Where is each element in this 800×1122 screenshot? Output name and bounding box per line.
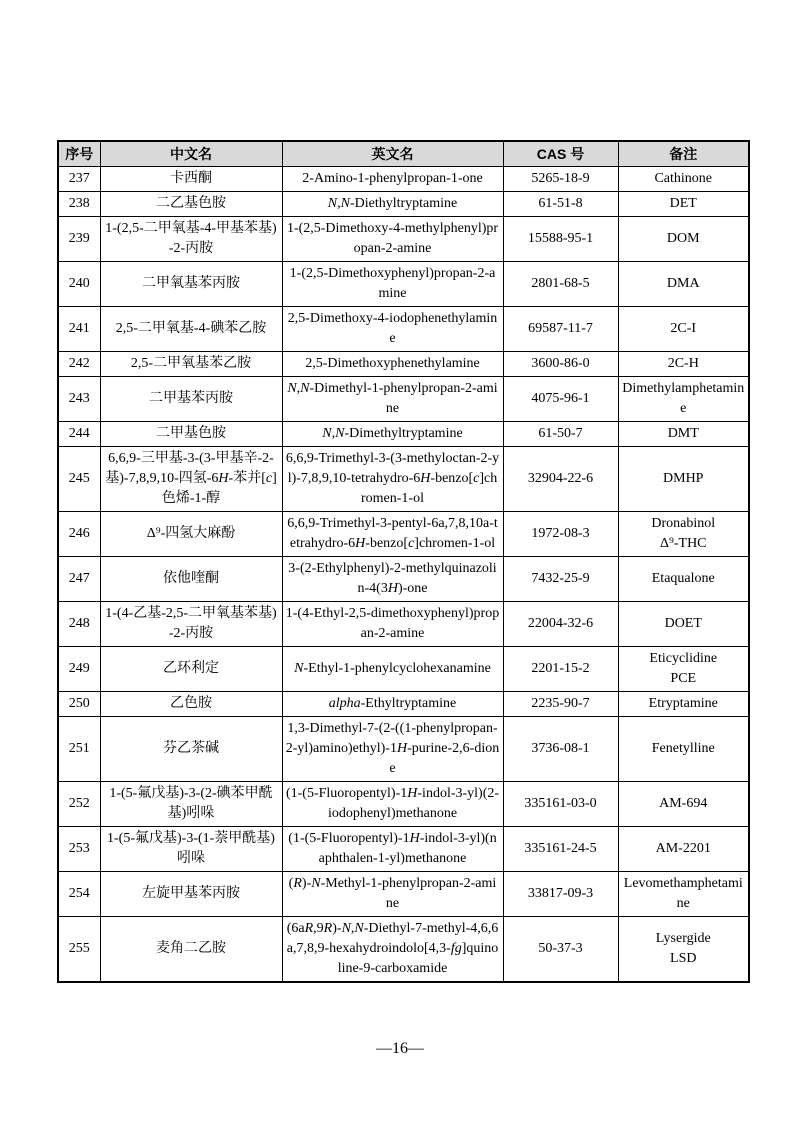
cell-chinese-name: 卡西酮 <box>100 167 282 192</box>
table-row <box>58 262 749 307</box>
cell-cas-number: 2235-90-7 <box>503 692 618 717</box>
cell-chinese-name: 6,6,9-三甲基-3-(3-甲基辛-2-基)-7,8,9,10-四氢-6H-苯并[c]色烯-1-醇 <box>100 447 282 512</box>
cell-cas-number: 3600-86-0 <box>503 352 618 377</box>
cell-english-name: N,N-Dimethyltryptamine <box>282 422 503 447</box>
cell-serial-number: 239 <box>58 217 100 262</box>
cell-serial-number: 252 <box>58 782 100 827</box>
header-cas-number: CAS 号 <box>503 141 618 167</box>
cell-cas-number: 22004-32-6 <box>503 602 618 647</box>
cell-chinese-name: 二甲氧基苯丙胺 <box>100 262 282 307</box>
cell-cas-number: 335161-24-5 <box>503 827 618 872</box>
cell-serial-number: 251 <box>58 717 100 782</box>
cell-english-name: N,N-Diethyltryptamine <box>282 192 503 217</box>
table-row <box>58 167 749 192</box>
cell-chinese-name: 左旋甲基苯丙胺 <box>100 872 282 917</box>
table-row <box>58 917 749 983</box>
cell-english-name: 3-(2-Ethylphenyl)-2-methylquinazolin-4(3H)-one <box>282 557 503 602</box>
cell-remark: DET <box>618 192 749 217</box>
cell-serial-number: 242 <box>58 352 100 377</box>
cell-cas-number: 61-50-7 <box>503 422 618 447</box>
cell-remark: Eticyclidine PCE <box>618 647 749 692</box>
substances-table <box>57 140 750 983</box>
cell-chinese-name: Δ⁹-四氢大麻酚 <box>100 512 282 557</box>
cell-remark: 2C-H <box>618 352 749 377</box>
cell-english-name: (R)-N-Methyl-1-phenylpropan-2-amine <box>282 872 503 917</box>
cell-serial-number: 241 <box>58 307 100 352</box>
cell-cas-number: 69587-11-7 <box>503 307 618 352</box>
header-chinese-name: 中文名 <box>100 141 282 167</box>
cell-serial-number: 237 <box>58 167 100 192</box>
table-row <box>58 307 749 352</box>
cell-cas-number: 2801-68-5 <box>503 262 618 307</box>
cell-remark: AM-2201 <box>618 827 749 872</box>
cell-chinese-name: 二乙基色胺 <box>100 192 282 217</box>
cell-english-name: 1,3-Dimethyl-7-(2-((1-phenylpropan-2-yl)amino)ethyl)-1H-purine-2,6-dione <box>282 717 503 782</box>
cell-english-name: 2,5-Dimethoxy-4-iodophenethylamine <box>282 307 503 352</box>
cell-chinese-name: 二甲基苯丙胺 <box>100 377 282 422</box>
cell-cas-number: 33817-09-3 <box>503 872 618 917</box>
cell-english-name: (6aR,9R)-N,N-Diethyl-7-methyl-4,6,6a,7,8,9-hexahydroindolo[4,3-fg]quinoline-9-carboxamide <box>282 917 503 983</box>
cell-serial-number: 247 <box>58 557 100 602</box>
cell-serial-number: 250 <box>58 692 100 717</box>
header-remark: 备注 <box>618 141 749 167</box>
table-row <box>58 557 749 602</box>
table-row <box>58 422 749 447</box>
cell-cas-number: 50-37-3 <box>503 917 618 983</box>
cell-remark: Fenetylline <box>618 717 749 782</box>
cell-english-name: N,N-Dimethyl-1-phenylpropan-2-amine <box>282 377 503 422</box>
table-row <box>58 717 749 782</box>
cell-remark: Dimethylamphetamine <box>618 377 749 422</box>
cell-serial-number: 248 <box>58 602 100 647</box>
cell-chinese-name: 1-(5-氟戊基)-3-(1-萘甲酰基)吲哚 <box>100 827 282 872</box>
cell-english-name: 6,6,9-Trimethyl-3-pentyl-6a,7,8,10a-tetrahydro-6H-benzo[c]chromen-1-ol <box>282 512 503 557</box>
table-row <box>58 692 749 717</box>
page-footer <box>0 1040 800 1058</box>
cell-remark: DOM <box>618 217 749 262</box>
substances-table-body <box>58 167 749 983</box>
table-header-row <box>58 141 749 167</box>
cell-cas-number: 32904-22-6 <box>503 447 618 512</box>
cell-remark: DMHP <box>618 447 749 512</box>
cell-remark: Etaqualone <box>618 557 749 602</box>
table-row <box>58 352 749 377</box>
table-row <box>58 447 749 512</box>
cell-chinese-name: 麦角二乙胺 <box>100 917 282 983</box>
cell-remark: Levomethamphetamine <box>618 872 749 917</box>
cell-english-name: 2-Amino-1-phenylpropan-1-one <box>282 167 503 192</box>
cell-cas-number: 5265-18-9 <box>503 167 618 192</box>
cell-serial-number: 253 <box>58 827 100 872</box>
cell-english-name: 1-(2,5-Dimethoxy-4-methylphenyl)propan-2-amine <box>282 217 503 262</box>
cell-remark: Dronabinol Δ⁹-THC <box>618 512 749 557</box>
cell-chinese-name: 1-(4-乙基-2,5-二甲氧基苯基)-2-丙胺 <box>100 602 282 647</box>
cell-serial-number: 243 <box>58 377 100 422</box>
cell-remark: DMT <box>618 422 749 447</box>
cell-serial-number: 238 <box>58 192 100 217</box>
cell-cas-number: 1972-08-3 <box>503 512 618 557</box>
header-english-name: 英文名 <box>282 141 503 167</box>
cell-cas-number: 335161-03-0 <box>503 782 618 827</box>
cell-cas-number: 61-51-8 <box>503 192 618 217</box>
cell-serial-number: 245 <box>58 447 100 512</box>
cell-english-name: 6,6,9-Trimethyl-3-(3-methyloctan-2-yl)-7,8,9,10-tetrahydro-6H-benzo[c]chromen-1-ol <box>282 447 503 512</box>
table-row <box>58 647 749 692</box>
cell-chinese-name: 芬乙茶碱 <box>100 717 282 782</box>
cell-serial-number: 246 <box>58 512 100 557</box>
page-number: —16— <box>376 1040 424 1057</box>
cell-english-name: (1-(5-Fluoropentyl)-1H-indol-3-yl)(naphthalen-1-yl)methanone <box>282 827 503 872</box>
cell-chinese-name: 2,5-二甲氧基苯乙胺 <box>100 352 282 377</box>
cell-cas-number: 7432-25-9 <box>503 557 618 602</box>
cell-english-name: N-Ethyl-1-phenylcyclohexanamine <box>282 647 503 692</box>
cell-cas-number: 3736-08-1 <box>503 717 618 782</box>
cell-cas-number: 4075-96-1 <box>503 377 618 422</box>
cell-remark: DOET <box>618 602 749 647</box>
cell-serial-number: 249 <box>58 647 100 692</box>
cell-cas-number: 2201-15-2 <box>503 647 618 692</box>
cell-english-name: alpha-Ethyltryptamine <box>282 692 503 717</box>
cell-english-name: 2,5-Dimethoxyphenethylamine <box>282 352 503 377</box>
table-row <box>58 512 749 557</box>
cell-remark: Lysergide LSD <box>618 917 749 983</box>
cell-chinese-name: 1-(5-氟戊基)-3-(2-碘苯甲酰基)吲哚 <box>100 782 282 827</box>
cell-serial-number: 255 <box>58 917 100 983</box>
cell-chinese-name: 1-(2,5-二甲氧基-4-甲基苯基)-2-丙胺 <box>100 217 282 262</box>
table-row <box>58 217 749 262</box>
table-row <box>58 872 749 917</box>
header-serial-number: 序号 <box>58 141 100 167</box>
cell-remark: AM-694 <box>618 782 749 827</box>
table-row <box>58 602 749 647</box>
cell-serial-number: 254 <box>58 872 100 917</box>
cell-remark: 2C-I <box>618 307 749 352</box>
table-row <box>58 377 749 422</box>
table-row <box>58 782 749 827</box>
cell-chinese-name: 二甲基色胺 <box>100 422 282 447</box>
cell-remark: Cathinone <box>618 167 749 192</box>
cell-serial-number: 240 <box>58 262 100 307</box>
cell-remark: Etryptamine <box>618 692 749 717</box>
cell-chinese-name: 2,5-二甲氧基-4-碘苯乙胺 <box>100 307 282 352</box>
cell-chinese-name: 依他喹酮 <box>100 557 282 602</box>
cell-english-name: 1-(2,5-Dimethoxyphenyl)propan-2-amine <box>282 262 503 307</box>
table-row <box>58 827 749 872</box>
cell-chinese-name: 乙环利定 <box>100 647 282 692</box>
cell-serial-number: 244 <box>58 422 100 447</box>
cell-remark: DMA <box>618 262 749 307</box>
cell-cas-number: 15588-95-1 <box>503 217 618 262</box>
cell-chinese-name: 乙色胺 <box>100 692 282 717</box>
table-row <box>58 192 749 217</box>
cell-english-name: (1-(5-Fluoropentyl)-1H-indol-3-yl)(2-iodophenyl)methanone <box>282 782 503 827</box>
cell-english-name: 1-(4-Ethyl-2,5-dimethoxyphenyl)propan-2-amine <box>282 602 503 647</box>
